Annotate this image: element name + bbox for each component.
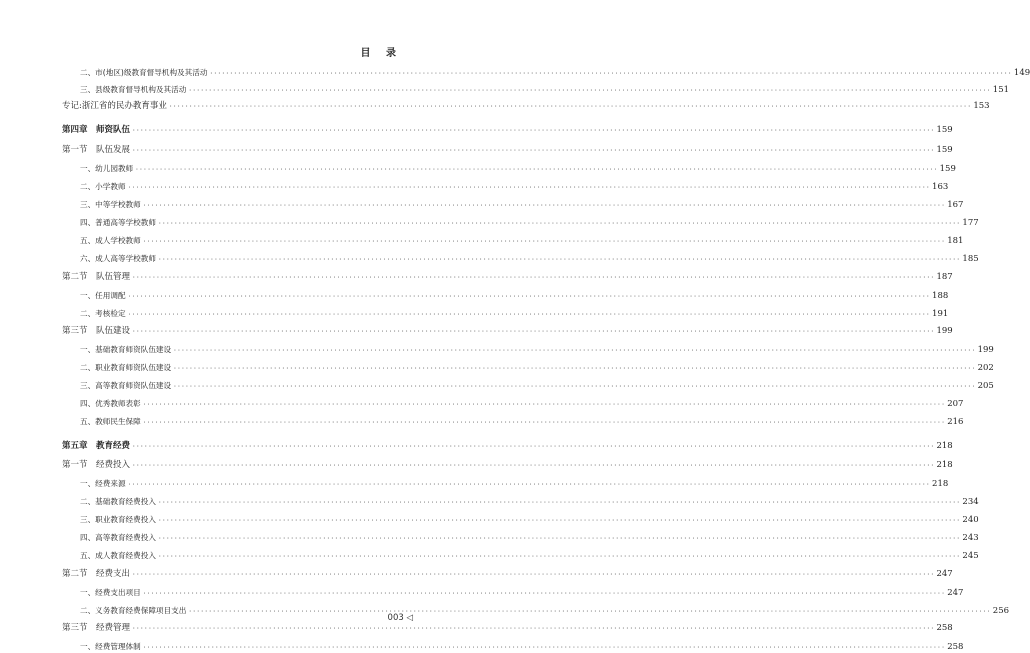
toc-leader-dots: ········································································································································································································	[135, 166, 938, 173]
toc-entry-page-number: 181	[947, 236, 964, 246]
toc-entry-label: 五、成人教育经费投入	[80, 551, 156, 560]
toc-entry-label: 专记:浙江省的民办教育事业	[62, 101, 167, 111]
toc-leader-dots: ········································································································································································································	[132, 625, 935, 632]
toc-entry-page-number: 234	[962, 497, 979, 507]
toc-entry-page-number: 256	[992, 606, 1010, 616]
toc-entry-label: 一、基础教育师资队伍建设	[80, 345, 172, 354]
toc-leader-dots: ········································································································································································································	[127, 481, 931, 488]
toc-entry-label: 第三节 经费管理	[62, 623, 131, 633]
toc-item-entry	[80, 84, 1010, 95]
toc-entry-label: 五、成人学校教师	[80, 236, 141, 245]
toc-leader-dots: ········································································································································································································	[132, 443, 935, 450]
toc-chapter-entry	[62, 441, 953, 452]
toc-leader-dots: ········································································································································································································	[157, 220, 961, 227]
toc-item-entry	[80, 496, 979, 507]
toc-leader-dots: ········································································································································································································	[157, 517, 961, 524]
toc-entry-label: 二、职业教育师资队伍建设	[80, 363, 172, 372]
toc-entry-page-number: 159	[936, 145, 953, 155]
toc-entry-page-number: 191	[932, 309, 949, 319]
toc-leader-dots: ········································································································································································································	[142, 590, 946, 597]
toc-chapter-entry	[62, 125, 953, 136]
toc-entry-label: 第二节 队伍管理	[62, 272, 131, 282]
toc-leader-dots: ········································································································································································································	[132, 462, 935, 469]
toc-entry-page-number: 163	[932, 182, 949, 192]
toc-item-entry	[80, 199, 964, 210]
toc-leader-dots: ········································································································································································································	[142, 419, 946, 426]
toc-entry-label: 四、优秀教师表彰	[80, 399, 141, 408]
toc-entry-label: 三、中等学校教师	[80, 200, 141, 209]
toc-item-entry	[80, 308, 949, 319]
toc-entry-page-number: 151	[992, 85, 1010, 95]
toc-entry-page-number: 247	[947, 588, 964, 598]
toc-item-entry	[80, 362, 994, 373]
toc-leader-dots: ········································································································································································································	[157, 256, 961, 263]
toc-entry-label: 二、基础教育经费投入	[80, 497, 156, 506]
toc-item-entry	[62, 101, 990, 112]
toc-entry-label: 三、高等教育师资队伍建设	[80, 381, 172, 390]
toc-entry-page-number: 149	[1013, 68, 1030, 78]
toc-entry-page-number: 159	[939, 164, 956, 174]
toc-leader-dots: ········································································································································································································	[132, 127, 935, 134]
toc-entry-label: 第一节 队伍发展	[62, 145, 131, 155]
toc-entry-label: 第二节 经费支出	[62, 569, 131, 579]
toc-entry-page-number: 216	[947, 417, 964, 427]
toc-entry-label: 二、小学教师	[80, 182, 126, 191]
toc-leader-dots: ········································································································································································································	[173, 365, 976, 372]
toc-entry-label: 第三节 队伍建设	[62, 326, 131, 336]
toc-entry-label: 一、任用调配	[80, 291, 126, 300]
toc-section-entry	[62, 569, 953, 580]
toc-entry-page-number: 258	[936, 623, 953, 633]
toc-entry-page-number: 218	[932, 479, 949, 489]
toc-item-entry	[80, 217, 979, 228]
toc-item-entry	[80, 398, 964, 409]
toc-entry-page-number: 240	[962, 515, 979, 525]
toc-item-entry	[80, 587, 964, 598]
page-header-title: 目 录	[360, 48, 402, 59]
toc-leader-dots: ········································································································································································································	[209, 70, 1012, 77]
toc-item-entry	[80, 605, 1010, 616]
toc-entry-page-number: 177	[962, 218, 979, 228]
toc-item-entry	[80, 416, 964, 427]
toc-item-entry	[80, 514, 979, 525]
toc-entry-label: 一、经费来源	[80, 479, 126, 488]
toc-entry-label: 四、普通高等学校教师	[80, 218, 156, 227]
toc-leader-dots: ········································································································································································································	[173, 347, 976, 354]
toc-entry-page-number: 202	[977, 363, 994, 373]
toc-entry-page-number: 207	[947, 399, 964, 409]
toc-entry-page-number: 199	[936, 326, 953, 336]
toc-entry-label: 一、经费管理体制	[80, 642, 141, 651]
toc-entry-page-number: 153	[973, 101, 990, 111]
toc-entry-page-number: 199	[977, 345, 994, 355]
toc-leader-dots: ········································································································································································································	[157, 553, 961, 560]
toc-leader-dots: ········································································································································································································	[127, 293, 931, 300]
toc-leader-dots: ········································································································································································································	[188, 87, 991, 94]
toc-entry-page-number: 218	[936, 460, 953, 470]
toc-entry-page-number: 243	[962, 533, 979, 543]
toc-entry-label: 四、高等教育经费投入	[80, 533, 156, 542]
toc-entry-page-number: 159	[936, 125, 953, 135]
toc-leader-dots: ········································································································································································································	[132, 147, 935, 154]
toc-entry-page-number: 188	[932, 291, 949, 301]
toc-entry-label: 二、义务教育经费保障项目支出	[80, 606, 187, 615]
toc-entry-label: 二、市(地区)级教育督导机构及其活动	[80, 68, 208, 77]
toc-leader-dots: ········································································································································································································	[168, 103, 972, 110]
toc-section-entry	[62, 272, 953, 283]
toc-leader-dots: ········································································································································································································	[142, 202, 946, 209]
toc-entry-label: 五、教师民生保障	[80, 417, 141, 426]
toc-entry-label: 三、县级教育督导机构及其活动	[80, 85, 187, 94]
toc-entry-label: 一、经费支出项目	[80, 588, 141, 597]
page-number: 003 ◁	[387, 613, 413, 623]
toc-item-entry	[80, 550, 979, 561]
toc-section-entry	[62, 326, 953, 337]
toc-item-entry	[80, 478, 949, 489]
toc-entry-page-number: 258	[947, 642, 964, 652]
toc-item-entry	[80, 290, 949, 301]
toc-entry-page-number: 167	[947, 200, 964, 210]
toc-item-entry	[80, 641, 964, 652]
toc-leader-dots: ········································································································································································································	[132, 274, 935, 281]
toc-item-entry	[80, 67, 1030, 78]
toc-leader-dots: ········································································································································································································	[157, 535, 961, 542]
toc-leader-dots: ········································································································································································································	[127, 184, 931, 191]
toc-entry-page-number: 218	[936, 441, 953, 451]
toc-entry-page-number: 185	[962, 254, 979, 264]
toc-entry-label: 二、考核检定	[80, 309, 126, 318]
toc-entry-label: 第四章 师资队伍	[62, 125, 131, 135]
toc-entry-page-number: 247	[936, 569, 953, 579]
toc-leader-dots: ········································································································································································································	[132, 571, 935, 578]
toc-leader-dots: ········································································································································································································	[142, 401, 946, 408]
toc-item-entry	[80, 344, 994, 355]
toc-item-entry	[80, 532, 979, 543]
toc-leader-dots: ········································································································································································································	[127, 311, 931, 318]
toc-entry-label: 三、职业教育经费投入	[80, 515, 156, 524]
toc-leader-dots: ········································································································································································································	[142, 644, 946, 651]
toc-item-entry	[80, 163, 956, 174]
toc-entry-page-number: 205	[977, 381, 994, 391]
toc-section-entry	[62, 623, 953, 634]
toc-entry-label: 一、幼儿园教师	[80, 164, 134, 173]
toc-entry-label: 六、成人高等学校教师	[80, 254, 156, 263]
toc-item-entry	[80, 380, 994, 391]
toc-leader-dots: ········································································································································································································	[188, 608, 991, 615]
toc-leader-dots: ········································································································································································································	[132, 328, 935, 335]
toc-entry-label: 第一节 经费投入	[62, 460, 131, 470]
toc-leader-dots: ········································································································································································································	[157, 499, 961, 506]
toc-item-entry	[80, 253, 979, 264]
toc-entry-page-number: 187	[936, 272, 953, 282]
toc-section-entry	[62, 460, 953, 471]
toc-item-entry	[80, 235, 964, 246]
toc-leader-dots: ········································································································································································································	[173, 383, 976, 390]
toc-section-entry	[62, 145, 953, 156]
toc-leader-dots: ········································································································································································································	[142, 238, 946, 245]
toc-entry-label: 第五章 教育经费	[62, 441, 131, 451]
toc-entry-page-number: 245	[962, 551, 979, 561]
toc-item-entry	[80, 181, 949, 192]
